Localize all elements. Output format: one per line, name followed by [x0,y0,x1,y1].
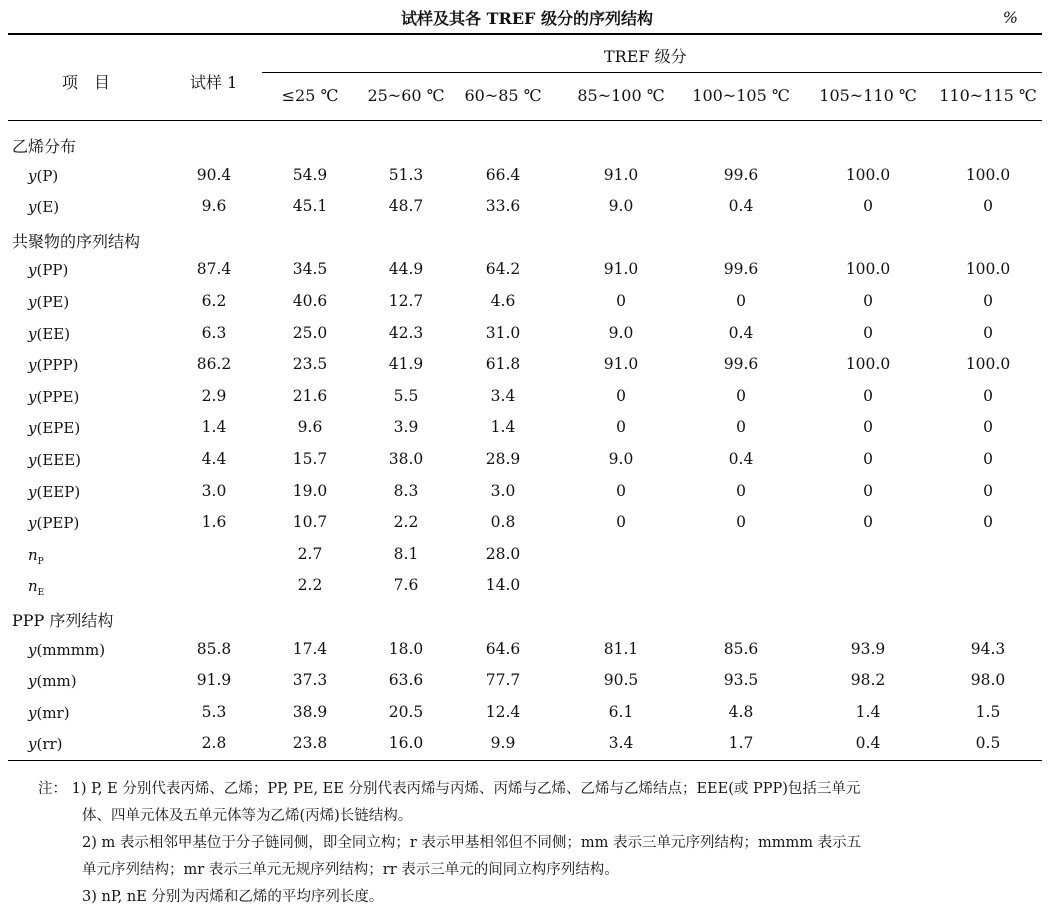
table-cell: 1.4 [855,702,881,721]
table-cell: 42.3 [388,323,424,342]
notes-prefix: 注： [38,781,67,797]
table-cell: 0 [863,292,873,310]
table-cell: 2.7 [297,544,323,563]
table-cell: 6.2 [201,292,227,310]
bottom-rule [8,760,1042,761]
table-cell: 0.4 [855,734,881,753]
table-cell: 5.5 [393,386,419,405]
table-cell: 1.5 [975,702,1001,721]
row-label: $n_E$ [28,577,45,599]
table-cell: 23.5 [292,355,328,374]
fraction-header: 100~105 ℃ [692,86,790,105]
table-cell: 9.0 [608,197,634,216]
table-cell: 64.2 [485,260,521,279]
table-cell: 31.0 [485,323,521,342]
row-label: y(PPP) [28,356,79,375]
table-cell: 85.8 [196,639,232,658]
table-cell: 2.2 [393,513,419,532]
fraction-header: 85~100 ℃ [577,86,665,105]
row-label: $n_P$ [28,545,44,567]
table-cell: 9.0 [608,450,634,468]
table-cell: 64.6 [485,639,521,658]
table-cell: 40.6 [292,292,328,310]
table-cell: 0 [863,197,873,216]
fraction-header: 105~110 ℃ [819,86,917,105]
table-cell: 93.5 [723,671,759,690]
table-cell: 33.6 [485,197,521,216]
table-cell: 4.4 [201,450,227,468]
row-label: y(PEP) [28,514,80,533]
table-title: 试样及其各 TREF 级分的序列结构 [401,9,653,28]
table-cell: 9.6 [297,418,323,437]
table-cell: 0 [983,513,993,532]
fraction-header: 60~85 ℃ [464,86,542,105]
table-cell: 0.4 [728,323,754,342]
table-cell: 94.3 [970,639,1006,658]
table-cell: 0 [863,418,873,437]
table-cell: 48.7 [388,197,424,216]
table-cell: 3.0 [201,481,227,500]
table-cell: 99.6 [723,355,759,374]
header-sample: 试样 1 [190,73,238,92]
table-cell: 4.8 [728,702,754,721]
table-cell: 0.5 [975,734,1001,753]
table-cell: 8.1 [393,544,419,563]
section-title: 乙烯分布 [12,137,77,156]
row-label: y(mr) [28,703,70,722]
table-cell: 93.9 [850,639,886,658]
table-cell: 0 [983,418,993,437]
table-cell: 0 [736,481,746,500]
table-cell: 3.4 [490,386,516,405]
table-cell: 63.6 [388,671,424,690]
table-cell: 10.7 [292,513,328,532]
table-cell: 0.8 [490,513,516,532]
table-cell: 0 [983,292,993,310]
note-1a: 1) P, E 分别代表丙烯、乙烯；PP, PE, EE 分别代表丙烯与丙烯、丙烯与乙烯、乙烯与乙烯结点；EEE(或 PPP)包括三单元 [71,781,861,797]
section-title: PPP 序列结构 [12,611,114,630]
table-cell: 18.0 [388,639,424,658]
table-cell: 54.9 [292,165,328,184]
table-cell: 81.1 [603,639,639,658]
table-cell: 91.0 [603,165,639,184]
table-cell: 85.6 [723,639,759,658]
table-cell: 0 [983,481,993,500]
table-cell: 38.0 [388,450,424,468]
table-cell: 16.0 [388,734,424,753]
row-label: y(mmmm) [28,640,106,659]
notes [38,776,1028,911]
table-cell: 1.7 [728,734,754,753]
table-cell: 37.3 [292,671,328,690]
table-cell: 61.8 [485,355,521,374]
table-cell: 28.0 [485,544,521,563]
table-cell: 0 [983,450,993,468]
table-cell: 77.7 [485,671,521,690]
row-label: y(P) [28,166,59,185]
table-cell: 45.1 [292,197,328,216]
table-cell: 3.4 [608,734,634,753]
table-cell: 0 [863,386,873,405]
table-cell: 14.0 [485,576,521,595]
table-cell: 99.6 [723,260,759,279]
unit-label: % [1002,8,1018,27]
fraction-header: 25~60 ℃ [367,86,445,105]
table-cell: 98.2 [850,671,886,690]
table-cell: 100.0 [965,260,1011,279]
table-cell: 0 [736,418,746,437]
table-cell: 12.7 [388,292,424,310]
note-3: 3) nP, nE 分别为丙烯和乙烯的平均序列长度。 [82,889,384,905]
table-cell: 0 [863,450,873,468]
table-cell: 91.0 [603,355,639,374]
table-cell: 21.6 [292,386,328,405]
row-label: y(E) [28,198,60,217]
table-cell: 15.7 [292,450,328,468]
table-cell: 6.1 [608,702,634,721]
table-cell: 25.0 [292,323,328,342]
table-cell: 0 [736,292,746,310]
table-cell: 100.0 [965,165,1011,184]
table-cell: 20.5 [388,702,424,721]
table-cell: 0.4 [728,197,754,216]
header-rule [8,120,1042,121]
table-cell: 0 [863,481,873,500]
row-label: y(EPE) [28,419,81,438]
top-rule [8,33,1042,35]
table-cell: 86.2 [196,355,232,374]
row-label: y(mm) [28,672,77,691]
table-cell: 100.0 [965,355,1011,374]
section-title: 共聚物的序列结构 [12,231,141,251]
table-cell: 12.4 [485,702,521,721]
table-cell: 0 [616,513,626,532]
table-cell: 2.2 [297,576,323,595]
table-cell: 38.9 [292,702,328,721]
table-cell: 1.6 [201,513,227,532]
fraction-header: 110~115 ℃ [939,86,1037,105]
table-cell: 66.4 [485,165,521,184]
table-cell: 1.4 [201,418,227,437]
table-cell: 2.8 [201,734,227,753]
row-label: y(EEP) [28,482,81,501]
table-cell: 0 [983,323,993,342]
table-cell: 87.4 [196,260,232,279]
header-tref-group: TREF 级分 [604,47,687,66]
table-cell: 28.9 [485,450,521,468]
table-cell: 0 [616,481,626,500]
row-label: y(rr) [28,735,63,754]
table-cell: 7.6 [393,576,419,595]
table-cell: 91.9 [196,671,232,690]
table-cell: 0 [983,197,993,216]
table-cell: 4.6 [490,292,516,310]
header-item: 项 目 [62,73,111,92]
table-cell: 0 [863,323,873,342]
table-cell: 17.4 [292,639,328,658]
table-cell: 9.6 [201,197,227,216]
table-cell: 91.0 [603,260,639,279]
table-cell: 9.0 [608,323,634,342]
table-cell: 6.3 [201,323,227,342]
table-cell: 34.5 [292,260,328,279]
note-2a: 2) m 表示相邻甲基位于分子链同侧，即全同立构；r 表示甲基相邻但不同侧；mm 表示三单元序列结构；mmmm 表示五 [82,835,862,851]
table-cell: 0 [736,386,746,405]
table-cell: 23.8 [292,734,328,753]
note-2b: 单元序列结构；mr 表示三单元无规序列结构；rr 表示三单元的间同立构序列结构。 [82,862,619,878]
tref-group-rule [262,72,1042,73]
table-cell: 0 [736,513,746,532]
row-label: y(PP) [28,261,69,280]
table-cell: 0 [616,418,626,437]
table-cell: 0 [983,386,993,405]
table-cell: 90.4 [196,165,232,184]
table-cell: 98.0 [970,671,1006,690]
table-cell: 1.4 [490,418,516,437]
table-cell: 3.9 [393,418,419,437]
table-cell: 90.5 [603,671,639,690]
table-cell: 9.9 [490,734,516,753]
row-label: y(EE) [28,324,71,343]
table-cell: 19.0 [292,481,328,500]
table-cell: 0 [616,292,626,310]
table-cell: 51.3 [388,165,424,184]
note-1b: 体、四单元体及五单元体等为乙烯(丙烯)长链结构。 [82,808,413,824]
row-label: y(PE) [28,293,70,311]
table-cell: 0 [616,386,626,405]
table-cell: 99.6 [723,165,759,184]
fraction-header: ≤25 ℃ [281,86,339,105]
table-cell: 0 [863,513,873,532]
table-cell: 3.0 [490,481,516,500]
table-cell: 8.3 [393,481,419,500]
table-cell: 5.3 [201,702,227,721]
table-cell: 100.0 [845,355,891,374]
row-label: y(EEE) [28,451,82,469]
table-cell: 100.0 [845,260,891,279]
table-cell: 41.9 [388,355,424,374]
table-cell: 100.0 [845,165,891,184]
row-label: y(PPE) [28,387,80,406]
table-cell: 0.4 [728,450,754,468]
table-cell: 44.9 [388,260,424,279]
table-cell: 2.9 [201,386,227,405]
